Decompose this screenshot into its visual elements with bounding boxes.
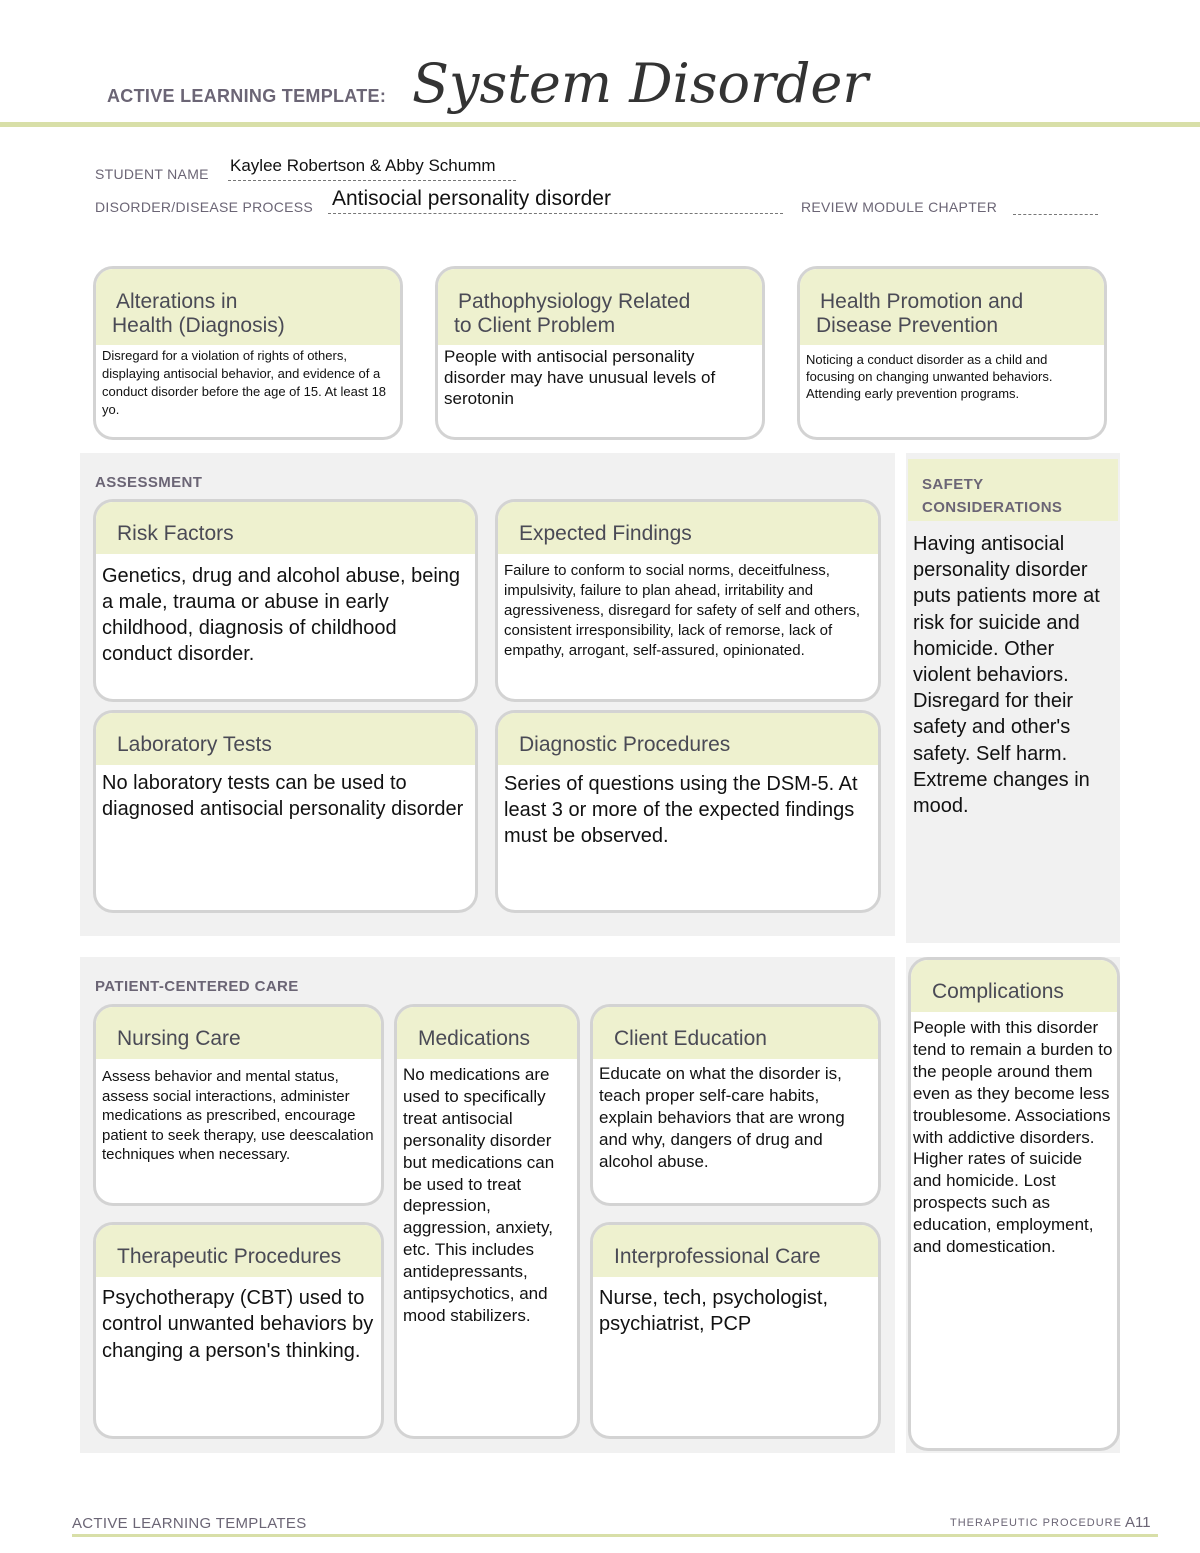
therapeutic-procedures-body: Psychotherapy (CBT) used to control unwanted behaviors by changing a person's thinking. [102,1287,374,1362]
alterations-title-line1: Alterations in [116,290,238,313]
footer-right: THERAPEUTIC PROCEDURE [950,1517,1122,1529]
laboratory-tests-box [93,710,478,913]
student-name-field[interactable] [228,156,516,181]
student-name-value: Kaylee Robertson & Abby Schumm [230,156,496,175]
pathophysiology-title-line2: to Client Problem [454,314,616,337]
nursing-care-body: Assess behavior and mental status, assess social interactions, administer medications as prescribed, encourage patient to seek therapy, use deescalation techniques when necessary. [102,1068,374,1163]
expected-findings-body: Failure to conform to social norms, deceitfulness, impulsivity, failure to plan ahead, irritability and agressiveness, disregard for safety of self and others, consistent irresponsibility, lack of remorse, lack of empathy, arrogant, self-assured, opinionated. [504,562,861,659]
page-number: A11 [1125,1514,1151,1531]
interprofessional-care-header: Interprofessional Care [593,1225,878,1277]
safety-label [922,473,1062,519]
alterations-in-health-box [93,266,403,440]
health-promotion-title-line1: Health Promotion and [820,290,1024,313]
complications-header: Complications [911,960,1117,1012]
health-promotion-body: Noticing a conduct disorder as a child and focusing on changing unwanted behaviors. Attending early prevention programs. [806,352,1053,401]
client-education-box [590,1004,881,1206]
review-module-label: REVIEW MODULE CHAPTER [801,199,998,215]
header-rule [0,122,1200,127]
disorder-label: DISORDER/DISEASE PROCESS [95,199,314,215]
student-name-label: STUDENT NAME [95,166,209,182]
medications-body: No medications are used to specifically treat antisocial personality disorder but medications can be used to treat depression, aggression, anxiety, etc. This includes antidepressants, antipsychotics, and mood stabilizers. [403,1065,555,1325]
health-promotion-title-line2: Disease Prevention [816,314,999,337]
patient-centered-care-label: PATIENT-CENTERED CARE [95,978,299,995]
pathophysiology-title-line1: Pathophysiology Related [458,290,691,313]
alterations-header [96,269,400,345]
pathophysiology-body: People with antisocial personality disorder may have unusual levels of serotonin [444,347,716,408]
safety-body: Having antisocial personality disorder puts patients more at risk for suicide and homicide. Other violent behaviors. Disregard for their safety and other's safety. Self harm. Extreme changes in mood. [913,533,1100,818]
risk-factors-header: Risk Factors [96,502,475,554]
expected-findings-box [495,499,881,702]
alterations-body: Disregard for a violation of rights of others, displaying antisocial behavior, and evidence of a conduct disorder before the age of 15. At least 18 yo. [102,348,387,417]
medications-header: Medications [397,1007,577,1059]
page-title: System Disorder [412,52,869,115]
interprofessional-care-box [590,1222,881,1439]
assessment-label: ASSESSMENT [95,474,203,491]
footer-rule [72,1534,1158,1537]
diagnostic-procedures-box [495,710,881,913]
complications-box [908,957,1120,1451]
nursing-care-box [93,1004,384,1206]
diagnostic-procedures-body: Series of questions using the DSM-5. At least 3 or more of the expected findings must be observed. [504,773,858,847]
medications-box [394,1004,580,1439]
diagnostic-procedures-header: Diagnostic Procedures [498,713,878,765]
health-promotion-box [797,266,1107,440]
pathophysiology-box [435,266,765,440]
client-education-header: Client Education [593,1007,878,1059]
client-education-body: Educate on what the disorder is, teach proper self-care habits, explain behaviors that are wrong and why, dangers of drug and alcohol abuse. [599,1064,845,1171]
pathophysiology-header [438,269,762,345]
health-promotion-header [800,269,1104,345]
template-label: ACTIVE LEARNING TEMPLATE: [107,86,387,106]
alterations-title-line2: Health (Diagnosis) [112,314,285,337]
review-module-field[interactable] [1013,198,1098,215]
safety-label-line2: CONSIDERATIONS [922,499,1063,516]
footer-left: ACTIVE LEARNING TEMPLATES [72,1515,307,1532]
interprofessional-care-body: Nurse, tech, psychologist, psychiatrist, PCP [599,1287,828,1335]
laboratory-tests-header: Laboratory Tests [96,713,475,765]
laboratory-tests-body: No laboratory tests can be used to diagnosed antisocial personality disorder [102,772,464,820]
disorder-value: Antisocial personality disorder [332,187,611,210]
disorder-field[interactable] [328,187,783,214]
nursing-care-header: Nursing Care [96,1007,381,1059]
therapeutic-procedures-box [93,1222,384,1439]
therapeutic-procedures-header: Therapeutic Procedures [96,1225,381,1277]
safety-header [908,459,1118,521]
safety-label-line1: SAFETY [922,476,984,493]
risk-factors-box [93,499,478,702]
expected-findings-header: Expected Findings [498,502,878,554]
complications-body: People with this disorder tend to remain a burden to the people around them even as they become less troublesome. Associations with addictive disorders. Higher rates of suicide and homicide. Lost prospects such as education, employment, and domestication. [913,1018,1113,1257]
risk-factors-body: Genetics, drug and alcohol abuse, being a male, trauma or abuse in early childhood, diagnosis of childhood conduct disorder. [102,565,461,665]
